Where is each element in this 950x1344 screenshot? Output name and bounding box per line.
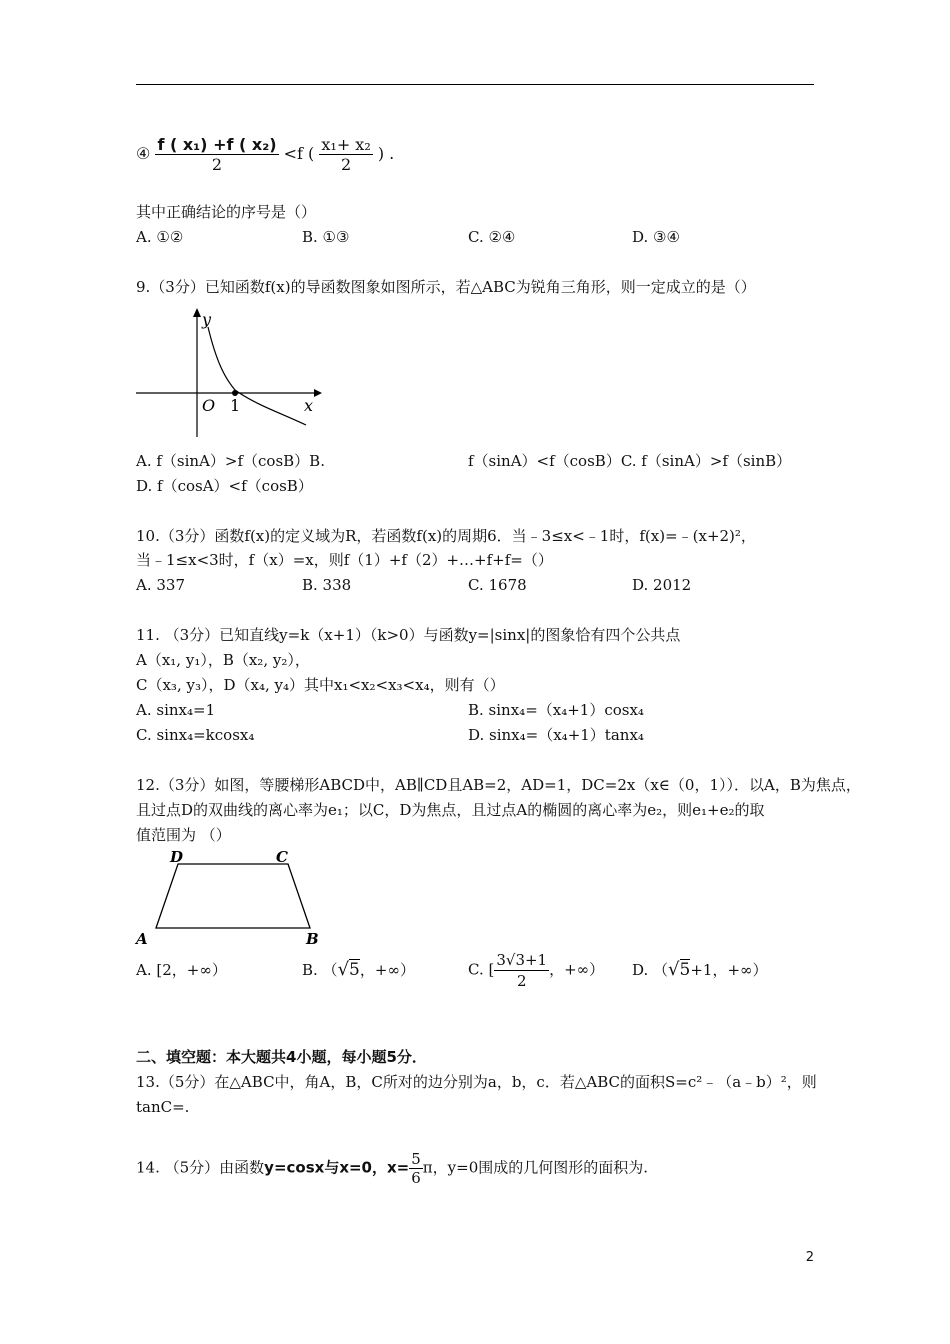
q9-origin-label: O	[202, 396, 216, 415]
q12-trapezoid-figure	[134, 846, 330, 948]
q12-trapezoid	[156, 864, 310, 928]
q12-option-c-num: 3√3+1	[496, 951, 548, 969]
q10-option-a: A. 337	[136, 576, 185, 594]
q9-option-a: A. f（sinA）>f（cosB）B.	[136, 452, 325, 470]
q10-option-b: B. 338	[302, 576, 352, 594]
q8-option-a: A. ①②	[136, 228, 184, 246]
q9-point-label: 1	[230, 396, 241, 415]
item4-tail: ) .	[377, 144, 395, 163]
q14-post: ，y=0围成的几何图形的面积为.	[432, 1158, 649, 1177]
item4-lhs-num: f ( x₁) +f ( x₂)	[157, 135, 277, 154]
q10-line2: 当﹣1≤x<3时，f（x）=x，则f（1）+f（2）+…+f+f=（）	[136, 551, 553, 569]
q9-y-label: y	[202, 310, 212, 329]
q14-fraction	[409, 1150, 423, 1187]
q12-line2: 且过点D的双曲线的离心率为e₁；以C，D为焦点，且过点A的椭圆的离心率为e₂，则e₁+e₂的取	[136, 801, 765, 819]
page-number: 2	[805, 1250, 814, 1265]
q14-pi: π	[422, 1158, 433, 1177]
q12-label-c: C	[276, 848, 288, 866]
q12-label-a: A	[136, 930, 148, 948]
q9-stem: 9.（3分）已知函数f(x)的导函数图象如图所示，若△ABC为锐角三角形，则一定成立的是（）	[136, 278, 756, 296]
q11-option-a: A. sinx₄=1	[136, 701, 216, 719]
q14-frac-den: 6	[411, 1169, 421, 1187]
item4-formula	[136, 135, 394, 174]
q11-line2: A（x₁, y₁），B（x₂, y₂），	[136, 651, 310, 669]
q12-label-b: B	[306, 930, 319, 948]
q12-option-b	[302, 960, 415, 980]
q9-derivative-graph	[136, 305, 326, 440]
item4-lhs-fraction	[155, 135, 278, 174]
q12-option-b-pre: B. （	[302, 961, 338, 979]
q11-option-b: B. sinx₄=（x₄+1）cosx₄	[468, 701, 644, 719]
q12-option-d-post: +1，+∞）	[690, 961, 768, 979]
q10-option-c: C. 1678	[468, 576, 527, 594]
q12-option-b-radicand: 5	[349, 960, 360, 980]
q8-option-c: C. ②④	[468, 228, 516, 246]
q9-x-arrow	[314, 389, 322, 397]
q12-option-d-pre: D. （	[632, 961, 669, 979]
q8-option-b: B. ①③	[302, 228, 350, 246]
q13-line1: 13.（5分）在△ABC中，角A，B，C所对的边分别为a，b，c．若△ABC的面积S=c²﹣（a﹣b）²，则	[136, 1073, 817, 1091]
q12-option-d	[632, 960, 768, 980]
q14-pre: 14. （5分）由函数	[136, 1158, 265, 1177]
q12-line1: 12.（3分）如图，等腰梯形ABCD中，AB∥CD且AB=2，AD=1，DC=2x（x∈（0，1））．以A，B为焦点，	[136, 776, 861, 794]
section2-heading: 二、填空题：本大题共4小题，每小题5分．	[136, 1048, 427, 1066]
item4-rhs-num: x₁+ x₂	[321, 135, 371, 154]
q12-option-c-fraction	[494, 950, 549, 991]
header-rule	[136, 84, 814, 85]
q10-option-d: D. 2012	[632, 576, 692, 594]
q13-line2: tanC=.	[136, 1098, 190, 1116]
q12-option-a: A. [2，+∞）	[136, 961, 227, 979]
q12-option-b-radical-icon: √	[337, 959, 350, 980]
item4-rhs-den: 2	[340, 155, 352, 174]
q12-line3: 值范围为 （）	[136, 826, 231, 844]
q12-option-d-radical-icon: √	[668, 959, 680, 980]
item4-lhs-den: 2	[211, 155, 223, 174]
q9-option-b-c: f（sinA）<f（cosB）C. f（sinA）>f（sinB）	[468, 452, 792, 470]
q12-option-c-post: ，+∞）	[549, 960, 605, 979]
q14-mid: y=cosx与x=0，x=	[264, 1158, 410, 1177]
q11-option-d: D. sinx₄=（x₄+1）tanx₄	[468, 726, 644, 744]
q9-curve	[208, 327, 306, 425]
q8-stem: 其中正确结论的序号是（）	[136, 203, 317, 221]
q12-option-b-post: ，+∞）	[359, 961, 415, 979]
q12-option-c	[468, 950, 604, 991]
q8-option-d: D. ③④	[632, 228, 680, 246]
item4-rhs-fraction	[319, 135, 372, 174]
q12-option-c-pre: C. [	[468, 960, 495, 979]
item4-relation: <f (	[283, 144, 315, 163]
q12-label-d: D	[170, 848, 184, 866]
q12-option-c-den: 2	[516, 972, 527, 990]
q9-x-label: x	[304, 396, 314, 415]
q11-line3: C（x₃, y₃），D（x₄, y₄）其中x₁<x₂<x₃<x₄，则有（）	[136, 676, 505, 694]
q11-line1: 11. （3分）已知直线y=k（x+1）（k>0）与函数y=|sinx|的图象恰有四个公共点	[136, 626, 681, 644]
q12-option-d-radicand: 5	[679, 960, 691, 980]
q11-option-c: C. sinx₄=kcosx₄	[136, 726, 255, 744]
q10-line1: 10.（3分）函数f(x)的定义域为R，若函数f(x)的周期6．当﹣3≤x<﹣1时，f(x)=﹣(x+2)²，	[136, 527, 756, 545]
q9-y-arrow	[193, 308, 201, 317]
q9-option-d: D. f（cosA）<f（cosB）	[136, 477, 313, 495]
q14	[136, 1150, 648, 1187]
q14-frac-num: 5	[411, 1150, 421, 1168]
item4-marker: ④	[136, 144, 151, 163]
